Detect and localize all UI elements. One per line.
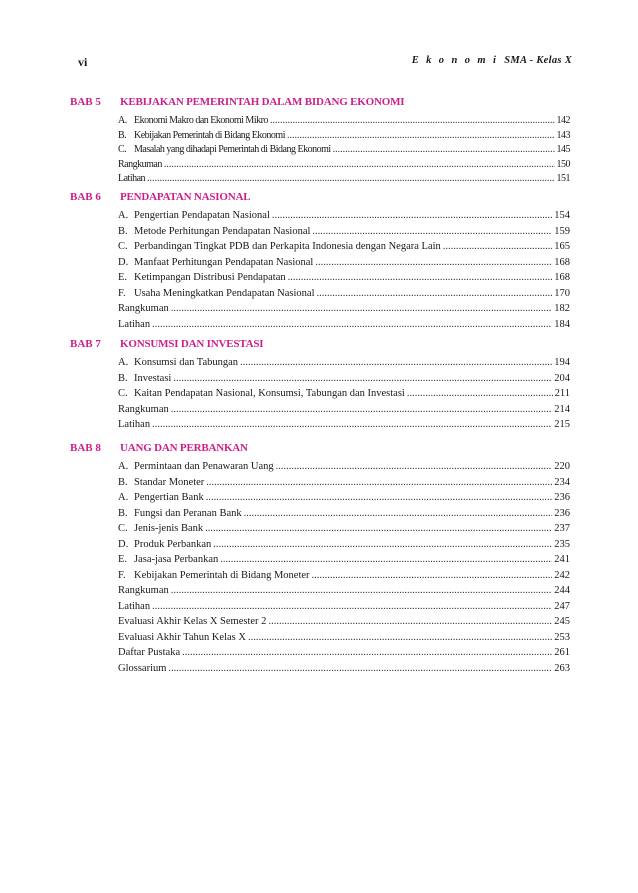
toc-entries [118,357,570,435]
entry-letter: C. [118,144,127,155]
entry-letter: B. [118,372,128,384]
entry-title: Jenis-jenis Bank [134,523,204,534]
toc-entry[interactable] [118,159,570,174]
toc-entry[interactable] [118,173,570,188]
toc-entry[interactable] [118,508,570,524]
entry-title: Fungsi dan Peranan Bank [134,507,242,519]
entry-page-number: 241 [554,554,570,565]
entry-title: Latihan [118,173,146,184]
entry-title: Rangkuman [118,585,169,596]
entry-letter: D. [118,256,129,268]
toc-entry[interactable] [118,539,570,555]
entry-title: Kebijakan Pemerintah di Bidang Moneter [134,569,310,581]
entry-letter: C. [118,241,128,252]
toc-entry[interactable] [118,115,570,130]
toc-entry[interactable] [118,144,570,159]
chapter-title: UANG DAN PERBANKAN [120,442,248,454]
toc-entry[interactable] [118,404,570,420]
entry-letter: A. [118,357,129,368]
chapter-label: BAB 5 [70,96,101,108]
entry-page-number: 165 [554,241,570,252]
running-title [412,55,572,66]
toc-entry[interactable] [118,632,570,648]
entry-page-number: 168 [554,272,570,283]
entry-page-number: 150 [556,158,570,170]
entry-title: Evaluasi Akhir Kelas X Semester 2 [118,616,267,627]
entry-page-number: 234 [554,476,570,488]
entry-title: Metode Perhitungan Pendapatan Nasional [134,225,311,237]
toc-entry[interactable] [118,373,570,389]
entry-page-number: 204 [554,372,570,384]
toc-entries [118,210,570,334]
entry-letter: E. [118,272,128,283]
dot-leader [220,554,552,565]
toc-entry[interactable] [118,616,570,632]
dot-leader [270,115,555,126]
dot-leader [312,570,553,581]
dot-leader [268,616,552,627]
entry-page-number: 214 [554,403,570,415]
toc-entry[interactable] [118,210,570,226]
dot-leader [173,373,552,384]
dot-leader [315,257,552,268]
entry-letter: C. [118,523,128,534]
entry-page-number: 151 [556,173,570,184]
dot-leader [205,523,552,534]
toc-entry[interactable] [118,492,570,508]
entry-title: Latihan [118,318,151,330]
running-title-grade: SMA - Kelas X [504,55,572,66]
entry-page-number: 247 [554,600,570,612]
entry-letter: A. [118,115,127,126]
entry-page-number: 253 [554,631,570,643]
chapter-label: BAB 6 [70,191,101,203]
dot-leader [287,130,555,141]
entry-page-number: 236 [554,492,570,503]
toc-entry[interactable] [118,272,570,288]
dot-leader [443,241,552,252]
entry-title: Usaha Meningkatkan Pendapatan Nasional [134,287,315,299]
entry-title: Ekonomi Makro dan Ekonomi Mikro [134,115,268,126]
entry-title: Kaitan Pendapatan Nasional, Konsumsi, Tabungan dan Investasi [134,388,405,399]
dot-leader [276,461,553,472]
dot-leader [240,357,552,368]
entry-page-number: 184 [554,318,570,330]
entry-page-number: 159 [554,225,570,237]
toc-entry[interactable] [118,357,570,373]
entry-title: Daftar Pustaka [118,647,181,658]
entry-title: Glossarium [118,662,167,674]
entry-title: Masalah yang dihadapi Pemerintah di Bidang Ekonomi [134,144,331,155]
dot-leader [182,647,552,658]
chapter-title: KEBIJAKAN PEMERINTAH DALAM BIDANG EKONOMI [120,96,405,108]
page-number: vi [78,55,88,69]
chapter-title: KONSUMSI DAN INVESTASI [120,338,264,350]
dot-leader [317,288,553,299]
entry-title: Latihan [118,600,151,612]
dot-leader [164,159,555,170]
entry-page-number: 245 [554,616,570,627]
chapter-title: PENDAPATAN NASIONAL [120,191,251,203]
entry-title: Produk Perbankan [134,538,212,550]
dot-leader [152,319,552,330]
toc-entry[interactable] [118,647,570,663]
entry-title: Permintaan dan Penawaran Uang [134,461,274,472]
dot-leader [171,585,553,596]
toc-entry[interactable] [118,319,570,335]
entry-page-number: 194 [554,357,570,368]
entry-page-number: 142 [556,115,570,126]
dot-leader [171,303,553,314]
dot-leader [244,508,553,519]
entry-title: Evaluasi Akhir Tahun Kelas X [118,631,246,643]
entry-page-number: 242 [554,569,570,581]
entry-letter: A. [118,210,129,221]
dot-leader [213,539,552,550]
toc-entry[interactable] [118,303,570,319]
dot-leader [152,601,552,612]
entry-page-number: 235 [554,538,570,550]
entry-title: Rangkuman [118,403,169,415]
entry-page-number: 244 [554,585,570,596]
dot-leader [272,210,552,221]
entry-letter: B. [118,225,128,237]
entry-letter: F. [118,569,126,581]
entry-title: Perbandingan Tingkat PDB dan Perkapita Indonesia dengan Negara Lain [134,241,441,252]
page-header [78,55,572,71]
toc-entry[interactable] [118,585,570,601]
entry-page-number: 211 [554,388,570,399]
entry-letter: B. [118,476,128,488]
toc-entry[interactable] [118,601,570,617]
entry-letter: D. [118,538,129,550]
entry-title: Rangkuman [118,158,162,170]
entry-title: Standar Moneter [134,476,205,488]
entry-letter: F. [118,287,126,299]
entry-title: Ketimpangan Distribusi Pendapatan [134,272,286,283]
entry-title: Rangkuman [118,303,169,314]
entry-title: Manfaat Perhitungan Pendapatan Nasional [134,256,314,268]
dot-leader [312,226,552,237]
entry-letter: A. [118,461,129,472]
entry-title: Konsumsi dan Tabungan [134,357,239,368]
toc-entries [118,461,570,678]
entry-page-number: 263 [554,662,570,674]
chapter-label: BAB 7 [70,338,101,350]
entry-page-number: 154 [554,210,570,221]
dot-leader [152,419,552,430]
toc-entry[interactable] [118,461,570,477]
dot-leader [206,492,553,503]
entry-title: Pengertian Pendapatan Nasional [134,210,270,221]
dot-leader [407,388,553,399]
entry-letter: B. [118,129,127,141]
entry-title: Kebijakan Pemerintah di Bidang Ekonomi [134,129,285,141]
toc-entry[interactable] [118,257,570,273]
entry-page-number: 182 [554,303,570,314]
entry-title: Pengertian Bank [134,492,204,503]
toc-entry[interactable] [118,570,570,586]
toc-entry[interactable] [118,554,570,570]
toc-entry[interactable] [118,288,570,304]
entry-page-number: 168 [554,256,570,268]
toc-entries [118,115,570,188]
entry-page-number: 220 [554,461,570,472]
entry-page-number: 170 [554,287,570,299]
entry-title: Jasa-jasa Perbankan [134,554,219,565]
toc-entry[interactable] [118,477,570,493]
toc-entry[interactable] [118,419,570,435]
dot-leader [288,272,553,283]
toc-entry[interactable] [118,130,570,145]
entry-page-number: 261 [554,647,570,658]
dot-leader [171,404,553,415]
entry-letter: C. [118,388,128,399]
entry-title: Latihan [118,419,151,430]
entry-title: Investasi [134,372,172,384]
toc-entry[interactable] [118,226,570,242]
toc-entry[interactable] [118,663,570,679]
entry-page-number: 236 [554,507,570,519]
entry-page-number: 145 [556,144,570,155]
dot-leader [333,144,555,155]
entry-page-number: 215 [554,419,570,430]
dot-leader [147,173,554,184]
dot-leader [206,477,552,488]
entry-letter: A. [118,492,129,503]
entry-page-number: 237 [554,523,570,534]
entry-letter: B. [118,507,128,519]
chapter-label: BAB 8 [70,442,101,454]
dot-leader [248,632,552,643]
running-title-subject: E k o n o m i [411,55,499,66]
entry-page-number: 143 [556,129,570,141]
dot-leader [168,663,552,674]
toc-entry[interactable] [118,241,570,257]
toc-entry[interactable] [118,388,570,404]
entry-letter: E. [118,554,128,565]
toc-entry[interactable] [118,523,570,539]
